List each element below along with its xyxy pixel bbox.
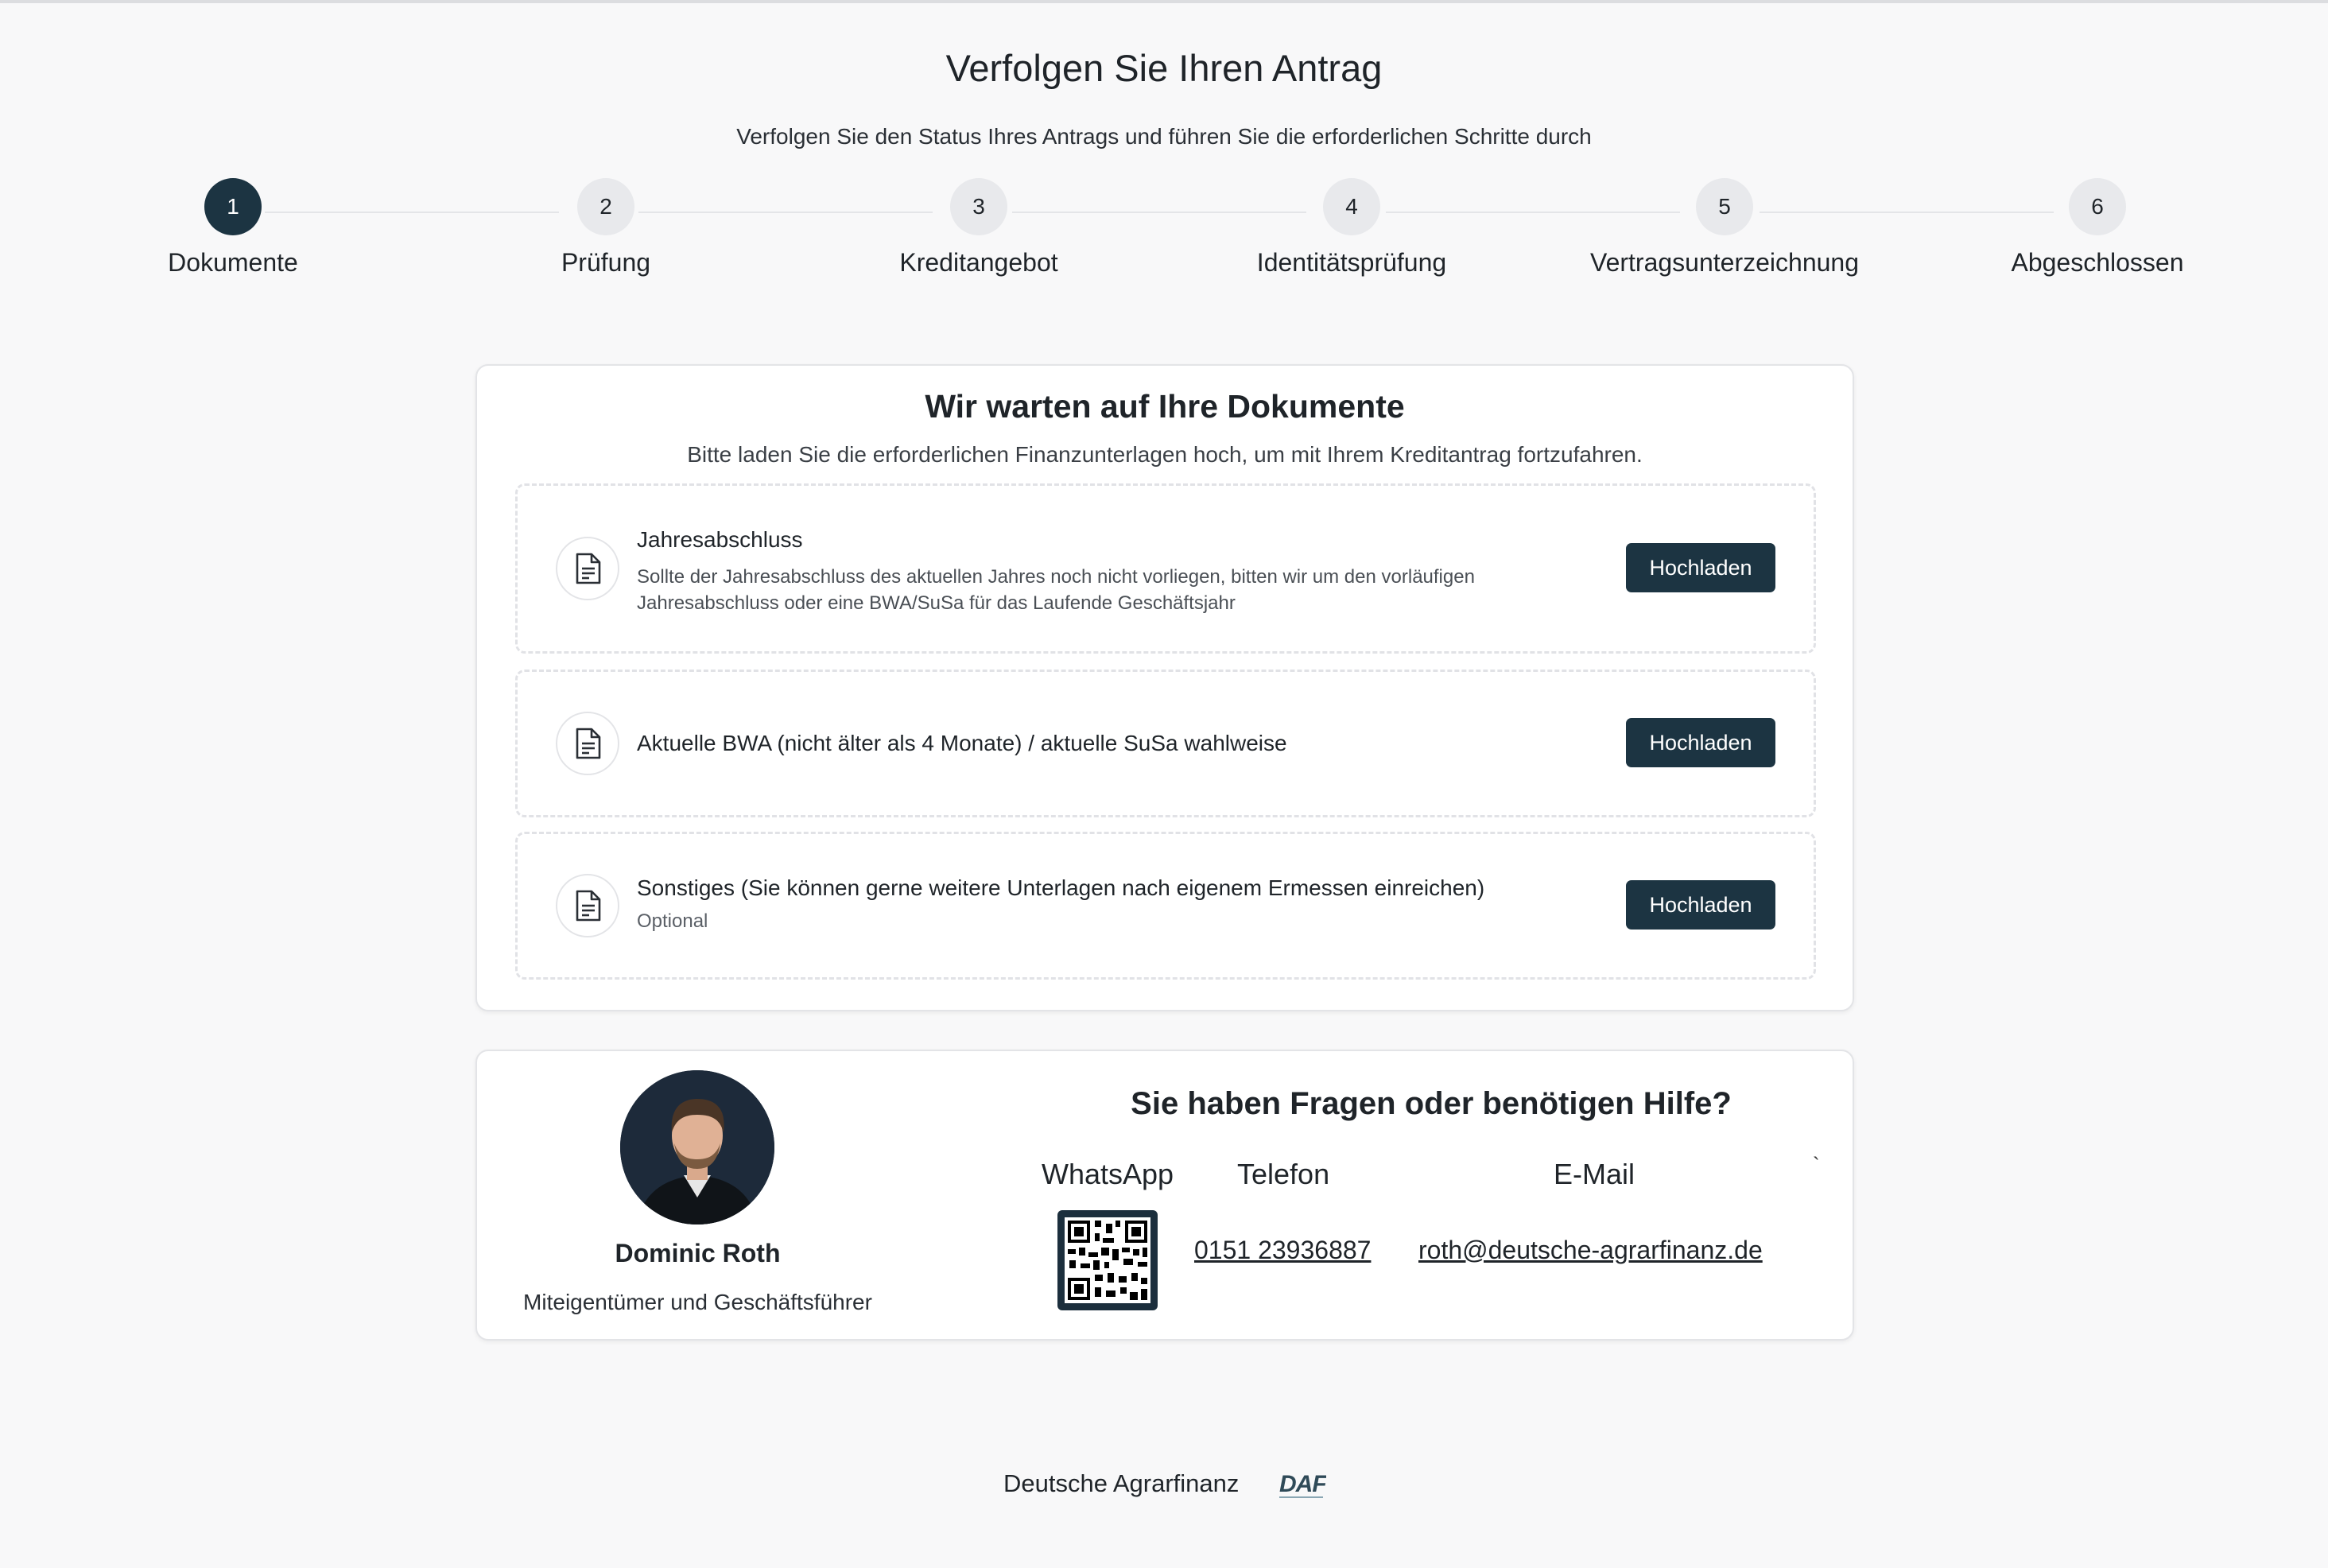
- help-card: [475, 1050, 1854, 1341]
- step-label: Abgeschlossen: [2011, 248, 2184, 277]
- document-title: Jahresabschluss: [637, 527, 803, 552]
- step-kreditangebot: [788, 178, 1170, 278]
- upload-button[interactable]: Hochladen: [1626, 543, 1775, 592]
- step-label: Prüfung: [561, 248, 651, 277]
- phone-link[interactable]: 0151 23936887: [1194, 1236, 1372, 1264]
- step-number: 5: [1696, 178, 1753, 235]
- page-subtitle: Verfolgen Sie den Status Ihres Antrags und führen Sie die erforderlichen Schritte durch: [736, 124, 1592, 149]
- phone-label: Telefon: [1237, 1158, 1330, 1190]
- contact-name: Dominic Roth: [615, 1239, 781, 1267]
- document-row-sonstiges: [515, 832, 1816, 980]
- document-text: [637, 731, 1543, 756]
- step-number: 1: [204, 178, 262, 235]
- upload-button[interactable]: Hochladen: [1626, 718, 1775, 767]
- document-icon: [556, 874, 619, 937]
- step-label: Dokumente: [168, 248, 298, 277]
- email-label: E-Mail: [1554, 1158, 1635, 1190]
- document-optional-note: Optional: [637, 910, 708, 932]
- step-label: Vertragsunterzeichnung: [1590, 248, 1859, 277]
- stray-character: `: [1813, 1153, 1820, 1177]
- step-vertragsunterzeichnung: [1534, 178, 1915, 278]
- step-label: Kreditangebot: [899, 248, 1058, 277]
- step-number: 4: [1323, 178, 1380, 235]
- document-row-jahresabschluss: [515, 483, 1816, 654]
- email-link[interactable]: roth@deutsche-agrarfinanz.de: [1418, 1236, 1763, 1264]
- upload-button[interactable]: Hochladen: [1626, 880, 1775, 930]
- document-text: [637, 527, 1543, 616]
- help-title: Sie haben Fragen oder benötigen Hilfe?: [1131, 1086, 1732, 1121]
- step-identitaetspruefung: [1161, 178, 1542, 278]
- document-title: Aktuelle BWA (nicht älter als 4 Monate) / aktuelle SuSa wahlweise: [637, 731, 1287, 755]
- svg-text:DAF: DAF: [1279, 1471, 1326, 1497]
- document-icon: [556, 712, 619, 775]
- step-number: 3: [950, 178, 1007, 235]
- whatsapp-qr-code[interactable]: [1057, 1210, 1158, 1310]
- step-number: 2: [577, 178, 634, 235]
- documents-title: Wir warten auf Ihre Dokumente: [925, 388, 1405, 425]
- documents-subtitle: Bitte laden Sie die erforderlichen Finanzunterlagen hoch, um mit Ihrem Kreditantrag fortzufahren.: [687, 442, 1643, 467]
- footer-company-name: Deutsche Agrarfinanz: [1003, 1469, 1240, 1497]
- progress-stepper: [0, 178, 2328, 289]
- document-icon: [556, 537, 619, 600]
- page-title: Verfolgen Sie Ihren Antrag: [945, 47, 1383, 89]
- step-pruefung: [415, 178, 797, 278]
- top-border: [0, 0, 2328, 3]
- document-text: [637, 875, 1543, 933]
- document-description: Sollte der Jahresabschluss des aktuellen Jahres noch nicht vorliegen, bitten wir um den vorläufigen Jahresabschluss oder eine BWA/SuSa für das Laufende Geschäftsjahr: [637, 566, 1475, 614]
- whatsapp-label: WhatsApp: [1042, 1158, 1174, 1190]
- daf-logo: [1278, 1468, 1326, 1504]
- avatar: [620, 1070, 774, 1225]
- step-label: Identitätsprüfung: [1256, 248, 1447, 277]
- contact-role: Miteigentümer und Geschäftsführer: [523, 1290, 872, 1314]
- document-row-bwa: [515, 670, 1816, 817]
- documents-card: [475, 364, 1854, 1011]
- step-abgeschlossen: [1907, 178, 2288, 278]
- step-number: 6: [2069, 178, 2126, 235]
- document-title: Sonstiges (Sie können gerne weitere Unterlagen nach eigenem Ermessen einreichen): [637, 875, 1485, 900]
- step-dokumente: [42, 178, 424, 278]
